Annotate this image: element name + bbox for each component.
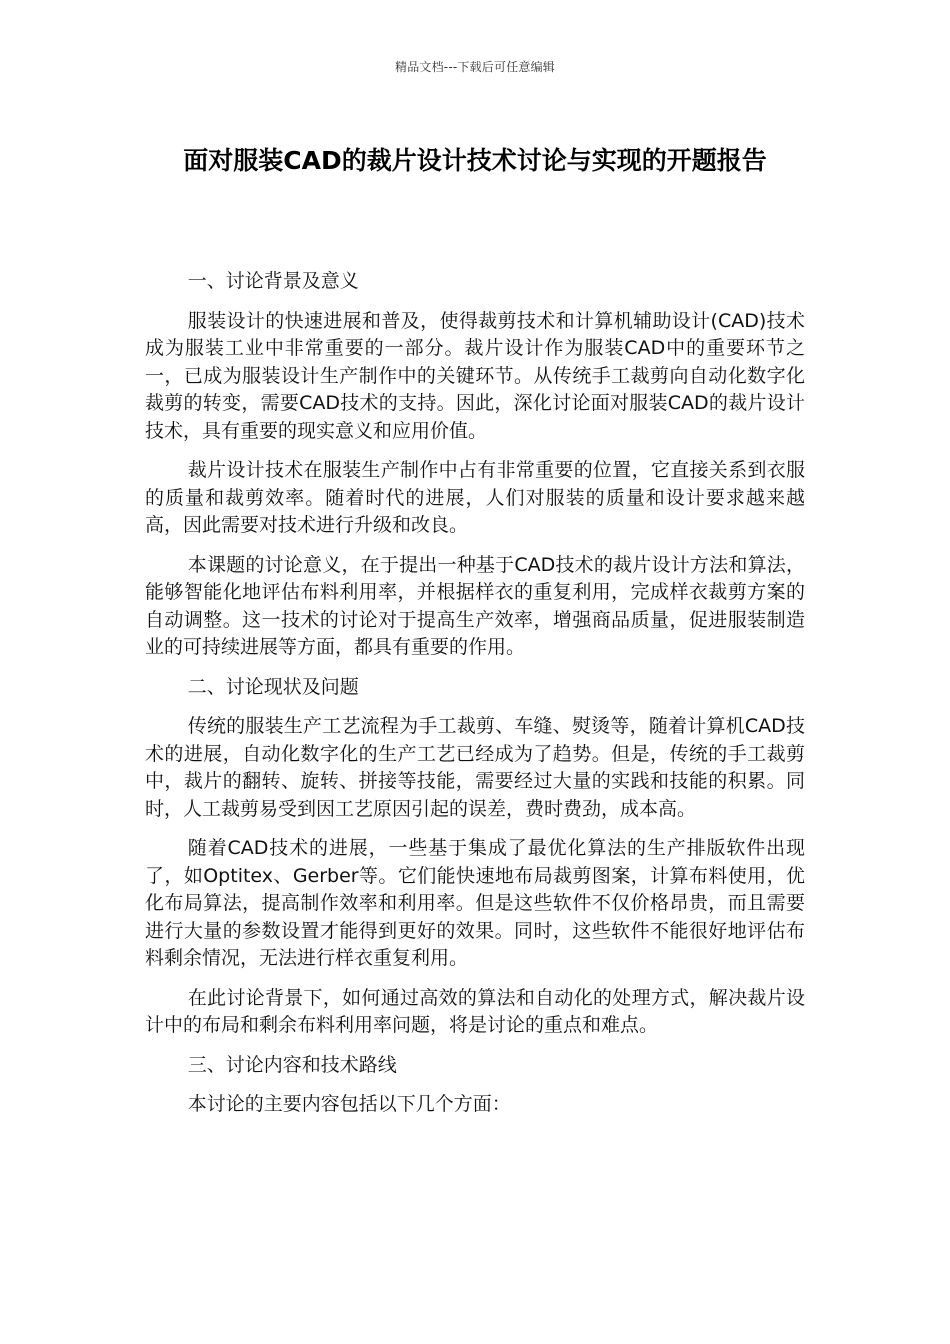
paragraph: 本课题的讨论意义，在于提出一种基于CAD技术的裁片设计方法和算法，能够智能化地评估布料利用率，并根据样衣的重复利用，完成样衣裁剪方案的自动调整。这一技术的讨论对于提高生产效率，增强商品质量，促进服装制造业的可持续进展等方面，都具有重要的作用。 bbox=[145, 553, 805, 658]
paragraph: 本讨论的主要内容包括以下几个方面： bbox=[187, 1093, 511, 1115]
paragraph: 传统的服装生产工艺流程为手工裁剪、车缝、熨烫等，随着计算机CAD技术的进展，自动化数字化的生产工艺已经成为了趋势。但是，传统的手工裁剪中，裁片的翻转、旋转、拼接等技能，需要经过大量的实践和技能的积累。同时，人工裁剪易受到因工艺原因引起的误差，费时费劲，成本高。 bbox=[145, 715, 805, 820]
document-body bbox=[145, 268, 805, 1131]
paragraph: 裁片设计技术在服装生产制作中占有非常重要的位置，它直接关系到衣服的质量和裁剪效率。随着时代的进展，人们对服装的质量和设计要求越来越高，因此需要对技术进行升级和改良。 bbox=[145, 459, 805, 536]
paragraph: 服装设计的快速进展和普及，使得裁剪技术和计算机辅助设计(CAD)技术成为服装工业中非常重要的一部分。裁片设计作为服装CAD中的重要环节之一，已成为服装设计生产制作中的关键环节。从传统手工裁剪向自动化数字化裁剪的转变，需要CAD技术的支持。因此，深化讨论面对服装CAD的裁片设计技术，具有重要的现实意义和应用价值。 bbox=[145, 309, 805, 442]
paragraph: 在此讨论背景下，如何通过高效的算法和自动化的处理方式，解决裁片设计中的布局和剩余布料利用率问题，将是讨论的重点和难点。 bbox=[145, 986, 805, 1036]
section-heading-content: 三、讨论内容和技术路线 bbox=[187, 1053, 397, 1076]
section-heading-background: 一、讨论背景及意义 bbox=[187, 270, 359, 292]
document-title: 面对服装CAD的裁片设计技术讨论与实现的开题报告 bbox=[183, 146, 767, 175]
paragraph: 随着CAD技术的进展，一些基于集成了最优化算法的生产排版软件出现了，如Optitex、Gerber等。它们能快速地布局裁剪图案，计算布料使用，优化布局算法，提高制作效率和利用率。但是这些软件不仅价格昂贵，而且需要进行大量的参数设置才能得到更好的效果。同时，这些软件不能很好地评估布料剩余情况，无法进行样衣重复利用。 bbox=[145, 837, 805, 969]
header-note: 精品文档---下载后可任意编辑 bbox=[395, 60, 555, 74]
section-heading-status: 二、讨论现状及问题 bbox=[187, 675, 359, 698]
